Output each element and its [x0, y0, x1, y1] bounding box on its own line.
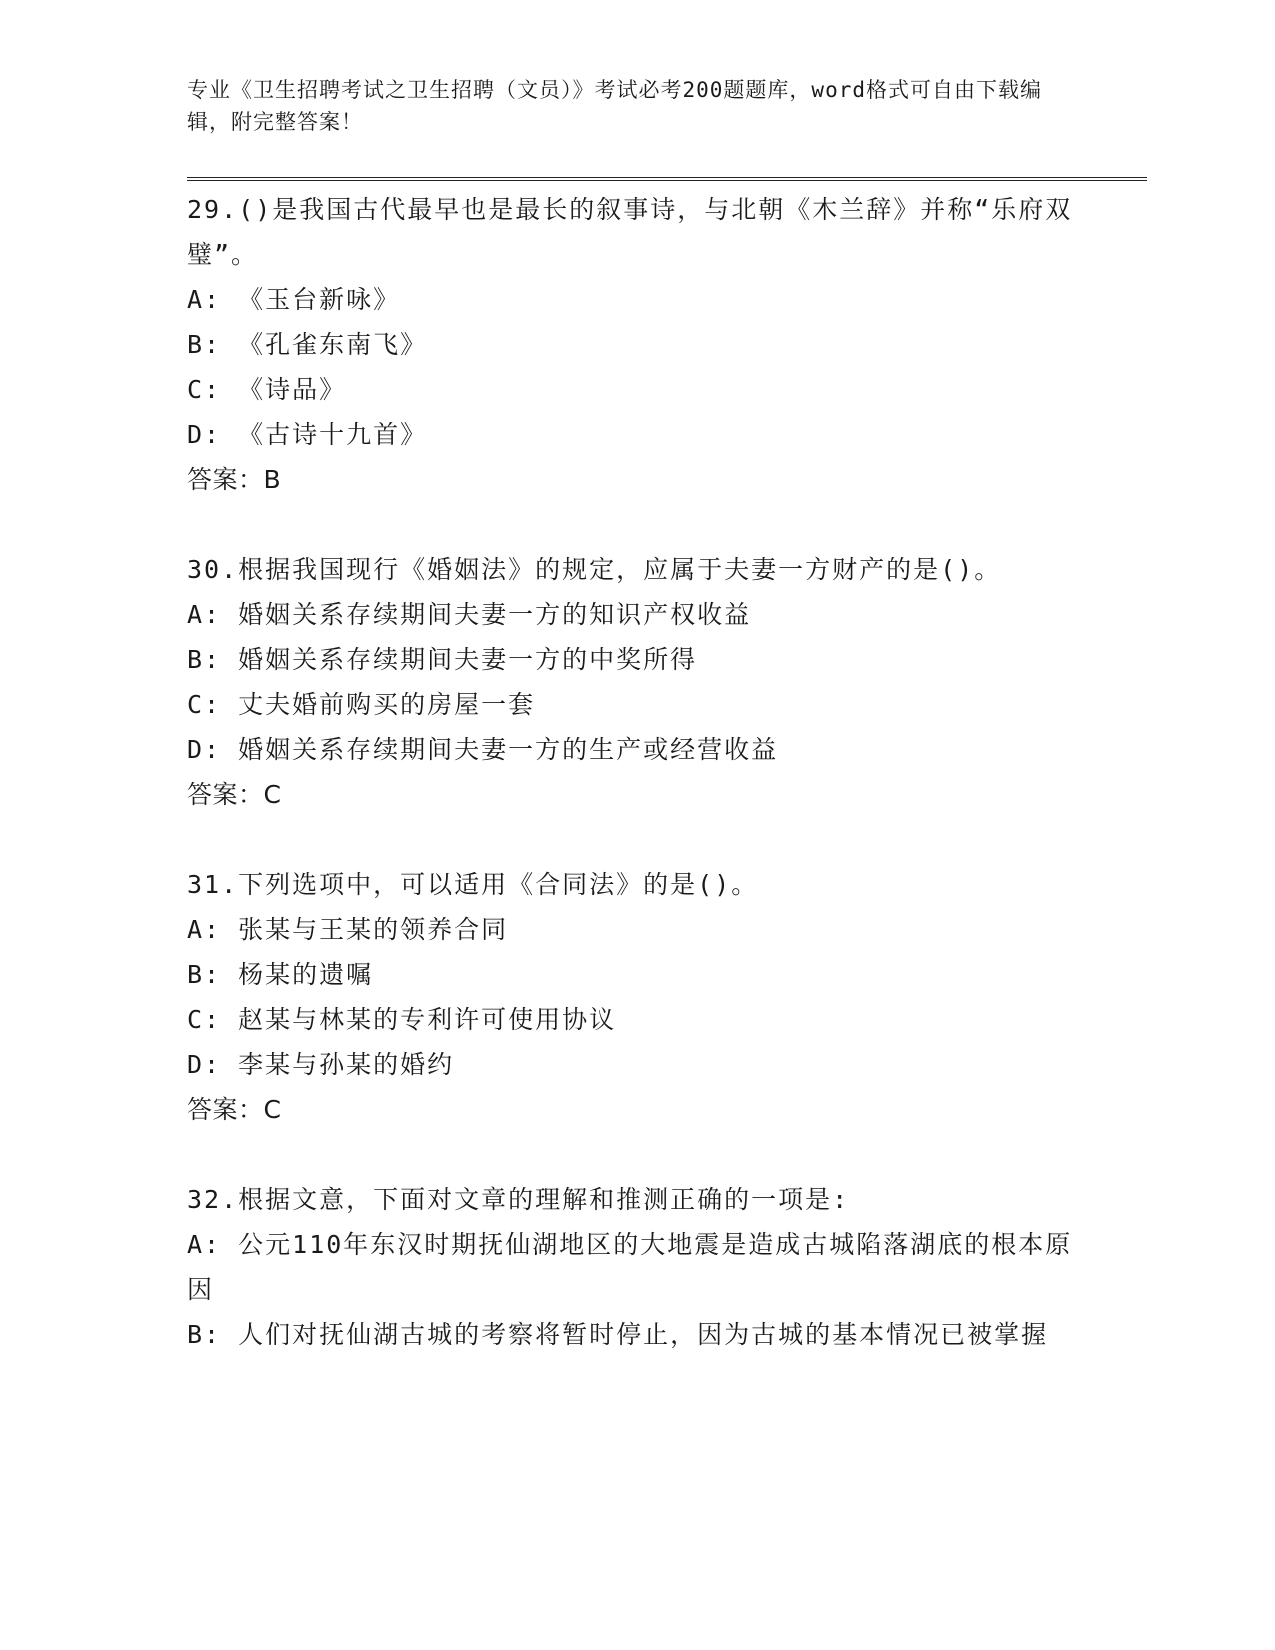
option-b: B: 人们对抚仙湖古城的考察将暂时停止，因为古城的基本情况已被掌握 — [187, 1320, 1049, 1349]
question-stem: 31.下列选项中，可以适用《合同法》的是()。 — [187, 870, 759, 899]
document-header: 专业《卫生招聘考试之卫生招聘（文员）》考试必考200题题库，word格式可自由下载编辑，附完整答案！ — [187, 78, 1042, 134]
question-stem: 32.根据文意，下面对文章的理解和推测正确的一项是: — [187, 1185, 850, 1214]
option-d: D: 婚姻关系存续期间夫妻一方的生产或经营收益 — [187, 735, 779, 764]
header-divider — [187, 177, 1147, 181]
option-a: A: 公元110年东汉时期抚仙湖地区的大地震是造成古城陷落湖底的根本原因 — [187, 1230, 1073, 1304]
option-c: C: 丈夫婚前购买的房屋一套 — [187, 690, 536, 719]
question-31 — [187, 862, 1077, 1132]
option-b: B: 《孔雀东南飞》 — [187, 330, 428, 359]
question-stem: 30.根据我国现行《婚姻法》的规定，应属于夫妻一方财产的是()。 — [187, 555, 1002, 584]
option-d: D: 李某与孙某的婚约 — [187, 1050, 455, 1079]
question-stem: 29.()是我国古代最早也是最长的叙事诗，与北朝《木兰辞》并称“乐府双璧”。 — [187, 195, 1073, 269]
question-32 — [187, 1177, 1077, 1357]
answer-text: 答案：C — [187, 1095, 282, 1124]
option-c: C: 赵某与林某的专利许可使用协议 — [187, 1005, 617, 1034]
question-list — [187, 187, 1077, 1402]
question-30 — [187, 547, 1077, 817]
question-29 — [187, 187, 1077, 502]
option-b: B: 杨某的遗嘱 — [187, 960, 374, 989]
option-d: D: 《古诗十九首》 — [187, 420, 428, 449]
option-a: A: 婚姻关系存续期间夫妻一方的知识产权收益 — [187, 600, 752, 629]
answer-text: 答案：B — [187, 465, 282, 494]
option-a: A: 《玉台新咏》 — [187, 285, 401, 314]
option-c: C: 《诗品》 — [187, 375, 347, 404]
answer-text: 答案：C — [187, 780, 282, 809]
option-a: A: 张某与王某的领养合同 — [187, 915, 509, 944]
option-b: B: 婚姻关系存续期间夫妻一方的中奖所得 — [187, 645, 698, 674]
